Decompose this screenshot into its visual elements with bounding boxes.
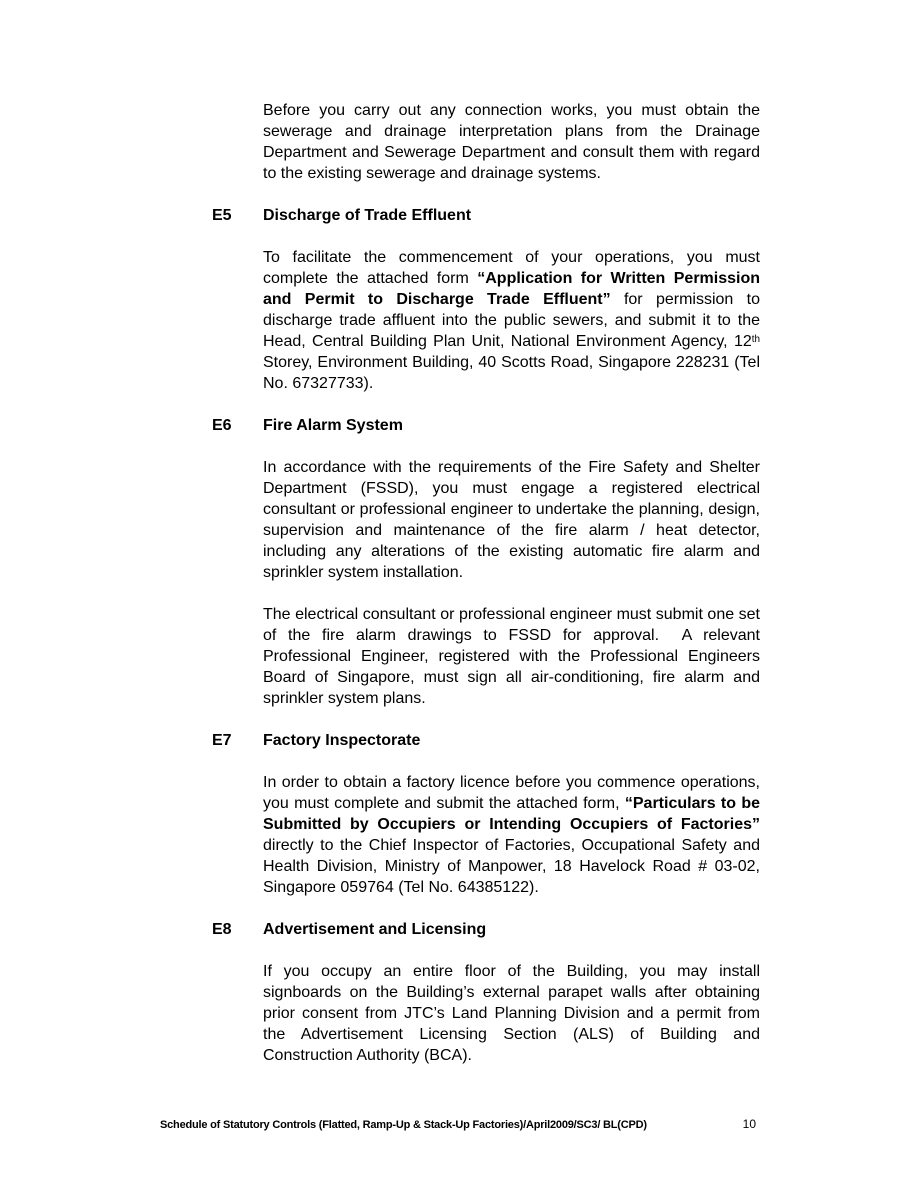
footer-doc-reference: Schedule of Statutory Controls (Flatted, Ramp-Up & Stack-Up Factories)/April2009/SC3/ BL(CPD): [160, 1119, 647, 1131]
bold-text-run: “Application for Written Permission and Permit to Discharge Trade Effluent”: [263, 270, 761, 308]
section-paragraphs: [212, 247, 760, 394]
superscript-text: th: [751, 334, 760, 346]
document-content: [212, 100, 760, 1087]
text-run: If you occupy an entire floor of the Building, you may install signboards on the Building’s external parapet walls after obtaining prior consent from JTC’s Land Planning Division and a permit from the Advertisement Licensing Section (ALS) of Building and Construction Authority (BCA).: [263, 963, 760, 1064]
paragraph: [263, 457, 760, 583]
paragraph: [263, 247, 760, 394]
text-run: Storey, Environment Building, 40 Scotts Road, Singapore 228231 (Tel No. 67327733).: [263, 354, 760, 392]
paragraph: [263, 772, 760, 898]
text-run: In accordance with the requirements of the Fire Safety and Shelter Department (FSSD), you must engage a registered electrical consultant or professional engineer to undertake the planning, design, supervision and maintenance of the fire alarm / heat detector, including any alterations of the existing automatic fire alarm and sprinkler system installation.: [263, 459, 760, 581]
bold-text-run: “Particulars to be Submitted by Occupiers or Intending Occupiers of Factories”: [263, 795, 761, 833]
section-title: Factory Inspectorate: [263, 732, 421, 749]
document-section: [212, 919, 760, 1066]
text-run: directly to the Chief Inspector of Factories, Occupational Safety and Health Division, Ministry of Manpower, 18 Havelock Road # 03-02, Singapore 059764 (Tel No. 64385122).: [263, 837, 760, 896]
section-paragraphs: [212, 772, 760, 898]
paragraph-intro: [263, 100, 760, 184]
footer-page-number: 10: [742, 1117, 756, 1131]
section-heading: [212, 919, 760, 940]
section-number: E5: [212, 207, 232, 224]
section-title: Discharge of Trade Effluent: [263, 207, 472, 224]
section-title: Advertisement and Licensing: [263, 921, 487, 938]
section-number: E7: [212, 732, 232, 749]
page-footer: [160, 1117, 756, 1131]
section-paragraphs: [212, 457, 760, 709]
text-run: In order to obtain a factory licence before you commence operations, you must complete and submit the attached form,: [263, 774, 760, 812]
section-heading: [212, 415, 760, 436]
section-number: E8: [212, 921, 232, 938]
section-paragraphs: [212, 961, 760, 1066]
section-number: E6: [212, 417, 232, 434]
section-title: Fire Alarm System: [263, 417, 403, 434]
paragraph: [263, 961, 760, 1066]
section-heading: [212, 205, 760, 226]
section-heading: [212, 730, 760, 751]
text-run: for permission to discharge trade affluent into the public sewers, and submit it to the Head, Central Building Plan Unit, National Environment Agency, 12: [263, 291, 761, 350]
document-section: [212, 205, 760, 394]
text-run: Before you carry out any connection works, you must obtain the sewerage and drainage interpretation plans from the Drainage Department and Sewerage Department and consult them with regard to the existing sewerage and drainage systems.: [263, 102, 760, 182]
paragraph: [263, 604, 760, 709]
document-section: [212, 415, 760, 709]
text-run: The electrical consultant or professional engineer must submit one set of the fire alarm drawings to FSSD for approval. A relevant Professional Engineer, registered with the Professional Engineers Board of Singapore, must sign all air-conditioning, fire alarm and sprinkler system plans.: [263, 606, 760, 707]
document-section: [212, 730, 760, 898]
text-run: To facilitate the commencement of your operations, you must complete the attached form: [263, 249, 760, 287]
sections: [212, 205, 760, 1066]
